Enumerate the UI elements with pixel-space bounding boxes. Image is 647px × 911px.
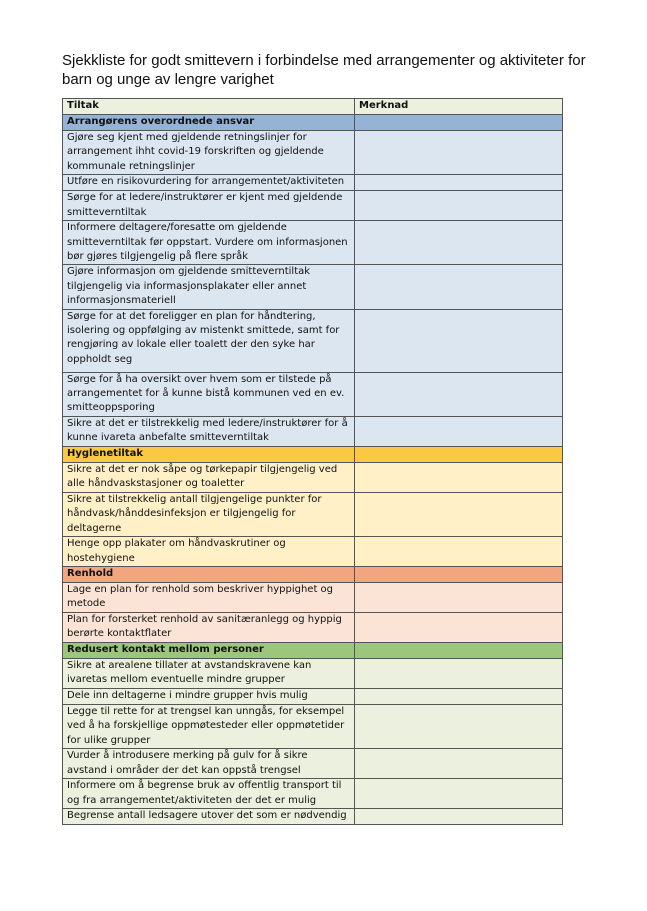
merknad-cell[interactable] (355, 462, 563, 492)
merknad-cell[interactable] (355, 175, 563, 191)
merknad-cell[interactable] (355, 265, 563, 309)
tiltak-cell: Plan for forsterket renhold av sanitæranlegg og hyppig berørte kontaktflater (63, 612, 355, 642)
merknad-cell[interactable] (355, 688, 563, 704)
merknad-cell[interactable] (355, 309, 563, 372)
merknad-cell[interactable] (355, 492, 563, 536)
section-title-note-cell (355, 642, 563, 658)
merknad-cell[interactable] (355, 221, 563, 265)
section-title-note-cell (355, 446, 563, 462)
merknad-cell[interactable] (355, 131, 563, 175)
checklist-body (63, 115, 563, 825)
table-row (63, 492, 563, 536)
tiltak-cell: Legge til rette for at trengsel kan unngås, for eksempel ved å ha forskjellige oppmøtesteder eller oppmøtetider for ulike grupper (63, 704, 355, 748)
tiltak-cell: Sikre at det er tilstrekkelig med ledere/instruktører for å kunne ivareta anbefalte smitteverntiltak (63, 416, 355, 446)
table-header-row (63, 99, 563, 115)
section-header-row (63, 115, 563, 131)
table-row (63, 704, 563, 748)
merknad-cell[interactable] (355, 372, 563, 416)
tiltak-cell: Lage en plan for renhold som beskriver hyppighet og metode (63, 582, 355, 612)
merknad-cell[interactable] (355, 658, 563, 688)
table-row (63, 131, 563, 175)
table-row (63, 779, 563, 809)
section-title-note-cell (355, 115, 563, 131)
tiltak-cell: Sikre at tilstrekkelig antall tilgjengelige punkter for håndvask/hånddesinfeksjon er tilgjengelig for deltagerne (63, 492, 355, 536)
merknad-cell[interactable] (355, 612, 563, 642)
tiltak-cell: Henge opp plakater om håndvaskrutiner og hostehygiene (63, 537, 355, 567)
table-row (63, 688, 563, 704)
table-row (63, 809, 563, 825)
table-row (63, 265, 563, 309)
section-title: Arrangørens overordnede ansvar (63, 115, 355, 131)
merknad-cell[interactable] (355, 704, 563, 748)
tiltak-cell: Gjøre seg kjent med gjeldende retningslinjer for arrangement ihht covid-19 forskriften og gjeldende kommunale retningslinjer (63, 131, 355, 175)
tiltak-cell: Sikre at det er nok såpe og tørkepapir tilgjengelig ved alle håndvaskstasjoner og toaletter (63, 462, 355, 492)
tiltak-cell: Sikre at arealene tillater at avstandskravene kan ivaretas mellom eventuelle mindre grupper (63, 658, 355, 688)
table-row (63, 537, 563, 567)
tiltak-cell: Utføre en risikovurdering for arrangementet/aktiviteten (63, 175, 355, 191)
merknad-cell[interactable] (355, 749, 563, 779)
tiltak-cell: Sørge for at det foreligger en plan for håndtering, isolering og oppfølging av mistenkt smittede, samt for rengjøring av lokale eller toalett der den syke har oppholdt seg (63, 309, 355, 372)
table-row (63, 175, 563, 191)
document-title: Sjekkliste for godt smittevern i forbindelse med arrangementer og aktiviteter for barn og unge av lengre varighet (62, 52, 586, 88)
table-row (63, 221, 563, 265)
tiltak-cell: Begrense antall ledsagere utover det som er nødvendig (63, 809, 355, 825)
merknad-cell[interactable] (355, 809, 563, 825)
tiltak-cell: Vurder å introdusere merking på gulv for å sikre avstand i områder der det kan oppstå trengsel (63, 749, 355, 779)
table-row (63, 309, 563, 372)
table-row (63, 749, 563, 779)
table-row (63, 658, 563, 688)
table-row (63, 612, 563, 642)
table-row (63, 372, 563, 416)
merknad-cell[interactable] (355, 582, 563, 612)
tiltak-cell: Sørge for å ha oversikt over hvem som er tilstede på arrangementet for å kunne bistå kommunen ved en ev. smitteoppsporing (63, 372, 355, 416)
section-header-row (63, 446, 563, 462)
header-tiltak: Tiltak (63, 99, 355, 115)
tiltak-cell: Sørge for at ledere/instruktører er kjent med gjeldende smitteverntiltak (63, 191, 355, 221)
tiltak-cell: Gjøre informasjon om gjeldende smitteverntiltak tilgjengelig via informasjonsplakater eller annet informasjonsmateriell (63, 265, 355, 309)
table-row (63, 462, 563, 492)
tiltak-cell: Informere deltagere/foresatte om gjeldende smitteverntiltak før oppstart. Vurdere om informasjonen bør gjøres tilgjengelig på flere språk (63, 221, 355, 265)
section-title-note-cell (355, 566, 563, 582)
merknad-cell[interactable] (355, 537, 563, 567)
section-title: Hyglenetiltak (63, 446, 355, 462)
tiltak-cell: Informere om å begrense bruk av offentlig transport til og fra arrangementet/aktiviteten der det er mulig (63, 779, 355, 809)
section-header-row (63, 566, 563, 582)
checklist-table (62, 98, 563, 825)
section-header-row (63, 642, 563, 658)
table-row (63, 416, 563, 446)
header-merknad: Merknad (355, 99, 563, 115)
tiltak-cell: Dele inn deltagerne i mindre grupper hvis mulig (63, 688, 355, 704)
merknad-cell[interactable] (355, 416, 563, 446)
section-title: Renhold (63, 566, 355, 582)
table-row (63, 191, 563, 221)
section-title: Redusert kontakt mellom personer (63, 642, 355, 658)
merknad-cell[interactable] (355, 779, 563, 809)
merknad-cell[interactable] (355, 191, 563, 221)
table-row (63, 582, 563, 612)
